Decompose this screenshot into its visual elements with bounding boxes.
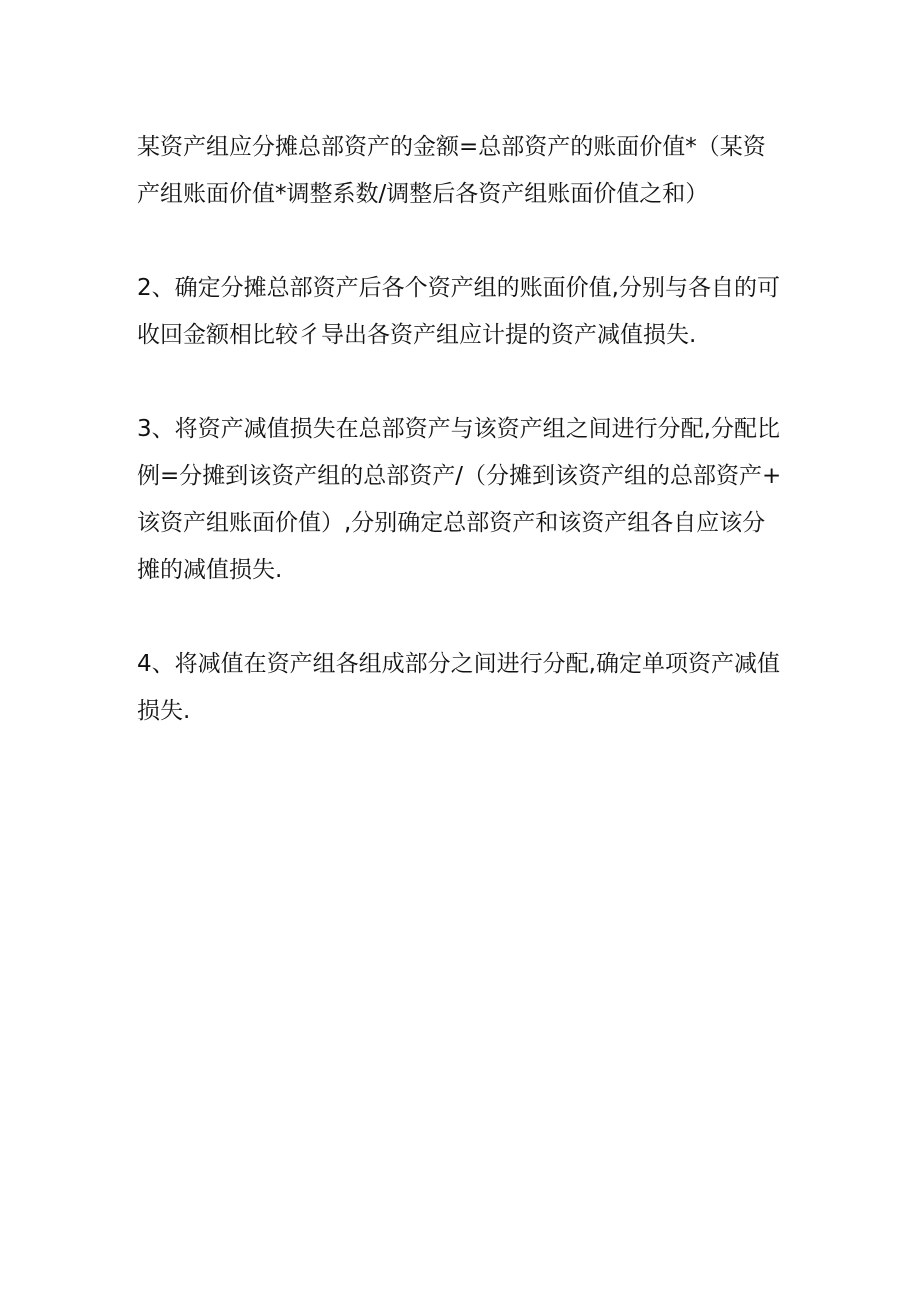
document-body <box>137 124 797 735</box>
paragraph-line: 收回金额相比较彳导出各资产组应计提的资产减值损失. <box>137 322 697 348</box>
paragraph-spacer <box>137 218 797 265</box>
paragraph-line: 摊的减值损失. <box>137 557 283 583</box>
paragraph-line: 该资产组账面价值）,分别确定总部资产和该资产组各自应该分 <box>137 510 766 536</box>
paragraph-step-4 <box>137 641 797 735</box>
paragraph-line: 产组账面价值*调整系数/调整后各资产组账面价值之和） <box>137 181 709 207</box>
paragraph-line: 例=分摊到该资产组的总部资产/（分摊到该资产组的总部资产+ <box>137 463 782 489</box>
paragraph-step-3 <box>137 406 797 594</box>
paragraph-line: 损失. <box>137 698 191 724</box>
paragraph-allocation-formula <box>137 124 797 218</box>
paragraph-line: 4、将减值在资产组各组成部分之间进行分配,确定单项资产减值 <box>137 651 780 677</box>
paragraph-line: 某资产组应分摊总部资产的金额=总部资产的账面价值*（某资 <box>137 134 766 160</box>
paragraph-spacer <box>137 359 797 406</box>
paragraph-line: 3、将资产减值损失在总部资产与该资产组之间进行分配,分配比 <box>137 416 780 442</box>
paragraph-line: 2、确定分摊总部资产后各个资产组的账面价值,分别与各自的可 <box>137 275 780 301</box>
paragraph-step-2 <box>137 265 797 359</box>
paragraph-spacer <box>137 594 797 641</box>
